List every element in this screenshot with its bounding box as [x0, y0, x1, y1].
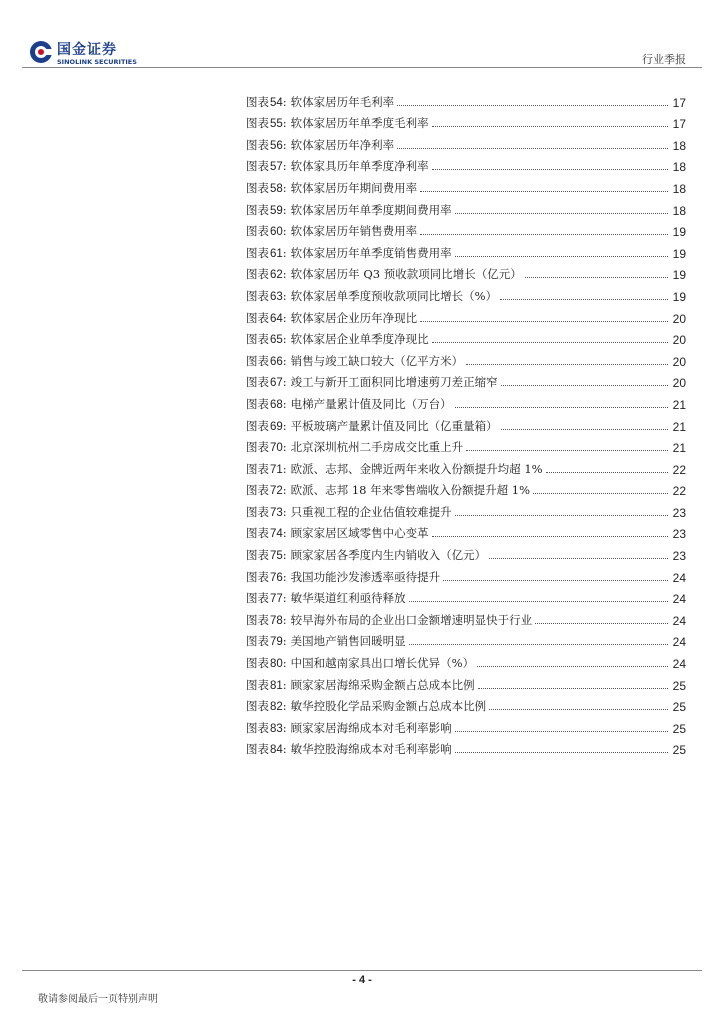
toc-entry[interactable]	[246, 304, 686, 326]
figure-label	[246, 266, 291, 282]
page-number: - 4 -	[352, 974, 372, 986]
figure-colon: :	[282, 526, 287, 541]
page-reference: 20	[672, 376, 686, 391]
figure-title: 我国功能沙发渗透率亟待提升	[290, 569, 441, 584]
figure-colon: :	[282, 267, 287, 282]
dot-leader	[525, 274, 668, 278]
figure-prefix: 图表	[246, 548, 269, 563]
figure-prefix: 图表	[246, 202, 269, 217]
dot-leader	[466, 447, 668, 451]
figure-colon: :	[282, 288, 287, 303]
figure-label	[246, 698, 291, 714]
figure-label	[246, 115, 291, 131]
figure-title: 销售与竣工缺口较大（亿平方米）	[290, 353, 464, 368]
figure-number: 67	[270, 377, 283, 390]
figure-title: 欧派、志邦、金牌近两年来收入份额提升均超 1%	[290, 461, 543, 476]
figure-title: 软体家居历年单季度期间费用率	[290, 202, 452, 217]
page-reference: 25	[672, 700, 686, 715]
page-reference: 18	[672, 181, 686, 196]
page-reference: 20	[672, 311, 686, 326]
figure-prefix: 图表	[246, 677, 269, 692]
figure-colon: :	[282, 375, 287, 390]
figure-title: 顾家家居海绵采购金额占总成本比例	[290, 677, 475, 692]
figure-colon: :	[282, 720, 287, 735]
figure-number: 64	[270, 312, 283, 325]
toc-entry[interactable]	[246, 671, 686, 693]
figure-title: 中国和越南家具出口增长优异（%）	[290, 656, 475, 671]
figure-prefix: 图表	[246, 461, 269, 476]
dot-leader	[500, 296, 668, 300]
toc-entry[interactable]	[246, 390, 686, 412]
toc-entry[interactable]	[246, 520, 686, 542]
dot-leader	[455, 404, 668, 408]
figure-prefix: 图表	[246, 375, 269, 390]
page-reference: 24	[672, 570, 686, 585]
page-reference: 24	[672, 657, 686, 672]
dot-leader	[455, 749, 668, 753]
figure-number: 60	[270, 226, 283, 239]
figure-title: 软体家居历年净利率	[290, 137, 395, 152]
figure-label	[246, 720, 291, 736]
dot-leader	[489, 706, 668, 710]
page-reference: 23	[672, 505, 686, 520]
toc-entry[interactable]	[246, 434, 686, 456]
figure-number: 70	[270, 442, 283, 455]
figure-title: 欧派、志邦 18 年来零售端收入份额提升超 1%	[290, 483, 531, 498]
dot-leader	[455, 512, 668, 516]
figure-title: 软体家居历年毛利率	[290, 94, 395, 109]
figure-number: 63	[270, 290, 283, 303]
toc-entry[interactable]	[246, 326, 686, 348]
page-reference: 24	[672, 592, 686, 607]
report-type: 行业季报	[642, 53, 686, 66]
header-divider	[22, 67, 702, 68]
figure-prefix: 图表	[246, 267, 269, 282]
toc-entry[interactable]	[246, 218, 686, 240]
toc-entry[interactable]	[246, 606, 686, 628]
page-reference: 21	[672, 397, 686, 412]
toc-entry[interactable]	[246, 412, 686, 434]
figure-label	[246, 482, 291, 498]
toc-entry[interactable]	[246, 736, 686, 758]
figure-label	[246, 590, 291, 606]
figure-colon: :	[282, 504, 287, 519]
page-reference: 21	[672, 419, 686, 434]
dot-leader	[455, 728, 668, 732]
figure-label	[246, 94, 291, 110]
figure-label	[246, 633, 291, 649]
figure-colon: :	[282, 180, 287, 195]
figure-label	[246, 612, 291, 628]
figure-number: 72	[270, 485, 283, 498]
figure-number: 77	[270, 593, 283, 606]
figure-label	[246, 525, 291, 541]
figure-label	[246, 418, 291, 434]
toc-entry[interactable]	[246, 282, 686, 304]
page-reference: 25	[672, 721, 686, 736]
figure-title: 只重视工程的企业估值较难提升	[290, 504, 452, 519]
figure-label	[246, 158, 291, 174]
figure-number: 78	[270, 614, 283, 627]
toc-entry[interactable]	[246, 239, 686, 261]
toc-entry[interactable]	[246, 174, 686, 196]
figure-title: 敏华控股海绵成本对毛利率影响	[290, 742, 452, 757]
dot-leader	[420, 318, 668, 322]
toc-entry[interactable]	[246, 498, 686, 520]
figure-label	[246, 137, 291, 153]
figure-number: 56	[270, 139, 283, 152]
figure-label	[246, 547, 291, 563]
dot-leader	[432, 533, 668, 537]
figure-number: 73	[270, 506, 283, 519]
page-reference: 19	[672, 225, 686, 240]
toc-entry[interactable]	[246, 347, 686, 369]
page-reference: 19	[672, 289, 686, 304]
toc-entry[interactable]	[246, 261, 686, 283]
page-reference: 24	[672, 635, 686, 650]
dot-leader	[409, 598, 668, 602]
figure-title: 软体家具历年单季度净利率	[290, 159, 429, 174]
dot-leader	[420, 188, 668, 192]
figure-prefix: 图表	[246, 504, 269, 519]
figure-colon: :	[282, 202, 287, 217]
figure-title: 敏华控股化学品采购金额占总成本比例	[290, 699, 487, 714]
figure-label	[246, 569, 291, 585]
toc-entry[interactable]	[246, 628, 686, 650]
figure-prefix: 图表	[246, 396, 269, 411]
figure-number: 68	[270, 398, 283, 411]
page-reference: 25	[672, 678, 686, 693]
disclaimer-note: 敬请参阅最后一页特别声明	[38, 994, 158, 1005]
dot-leader	[466, 361, 668, 365]
toc-entry[interactable]	[246, 455, 686, 477]
figure-number: 81	[270, 679, 283, 692]
toc-entry[interactable]	[246, 477, 686, 499]
dot-leader	[533, 490, 668, 494]
figure-prefix: 图表	[246, 440, 269, 455]
page-reference: 24	[672, 613, 686, 628]
figure-prefix: 图表	[246, 116, 269, 131]
dot-leader	[501, 382, 668, 386]
figure-colon: :	[282, 656, 287, 671]
figure-colon: :	[282, 353, 287, 368]
figure-prefix: 图表	[246, 569, 269, 584]
page-reference: 23	[672, 549, 686, 564]
figure-prefix: 图表	[246, 94, 269, 109]
figure-label	[246, 655, 291, 671]
dot-leader	[432, 339, 668, 343]
dot-leader	[397, 102, 668, 106]
dot-leader	[432, 123, 668, 127]
figure-prefix: 图表	[246, 137, 269, 152]
page-reference: 17	[672, 95, 686, 110]
figure-prefix: 图表	[246, 720, 269, 735]
figure-colon: :	[282, 699, 287, 714]
dot-leader	[489, 555, 668, 559]
figure-colon: :	[282, 137, 287, 152]
toc-entry[interactable]	[246, 110, 686, 132]
figure-number: 55	[270, 118, 283, 131]
toc-entry[interactable]	[246, 196, 686, 218]
page-reference: 21	[672, 441, 686, 456]
page-header	[22, 38, 702, 68]
figure-colon: :	[282, 634, 287, 649]
figure-number: 80	[270, 658, 283, 671]
page-reference: 18	[672, 160, 686, 175]
figure-label	[246, 374, 291, 390]
figure-prefix: 图表	[246, 699, 269, 714]
page-reference: 25	[672, 743, 686, 758]
page-reference: 17	[672, 117, 686, 132]
figure-title: 软体家居企业单季度净现比	[290, 332, 429, 347]
figure-title: 软体家居历年 Q3 预收款项同比增长（亿元）	[290, 267, 522, 282]
figure-prefix: 图表	[246, 634, 269, 649]
page-reference: 22	[672, 462, 686, 477]
figure-label	[246, 245, 291, 261]
figure-colon: :	[282, 461, 287, 476]
figure-title: 北京深圳杭州二手房成交比重上升	[290, 440, 464, 455]
page-reference: 22	[672, 484, 686, 499]
figure-number: 62	[270, 269, 283, 282]
figure-title: 软体家居历年销售费用率	[290, 224, 418, 239]
figure-number: 79	[270, 636, 283, 649]
page-reference: 23	[672, 527, 686, 542]
dot-leader	[420, 231, 668, 235]
figure-label	[246, 439, 291, 455]
figure-title: 顾家家居各季度内生内销收入（亿元）	[290, 548, 487, 563]
figure-number: 71	[270, 463, 283, 476]
page-reference: 19	[672, 246, 686, 261]
figure-prefix: 图表	[246, 159, 269, 174]
toc-entry[interactable]	[246, 153, 686, 175]
figure-colon: :	[282, 332, 287, 347]
figure-label	[246, 504, 291, 520]
page-reference: 19	[672, 268, 686, 283]
toc-entry[interactable]	[246, 585, 686, 607]
figure-title: 竣工与新开工面积同比增速剪刀差正缩窄	[290, 375, 498, 390]
logo-english-name: SINOLINK SECURITIES	[57, 58, 137, 66]
figure-number: 76	[270, 571, 283, 584]
dot-leader	[455, 210, 668, 214]
figure-colon: :	[282, 94, 287, 109]
figure-colon: :	[282, 569, 287, 584]
figure-colon: :	[282, 612, 287, 627]
figure-title: 美国地产销售回暖明显	[290, 634, 406, 649]
figure-title: 平板玻璃产量累计值及同比（亿重量箱）	[290, 418, 498, 433]
figure-number: 58	[270, 182, 283, 195]
figure-colon: :	[282, 677, 287, 692]
figure-colon: :	[282, 742, 287, 757]
figure-prefix: 图表	[246, 483, 269, 498]
figure-title: 软体家居历年单季度毛利率	[290, 116, 429, 131]
figure-number: 65	[270, 334, 283, 347]
figure-title: 电梯产量累计值及同比（万台）	[290, 396, 452, 411]
figure-label	[246, 396, 291, 412]
figure-prefix: 图表	[246, 180, 269, 195]
figure-label	[246, 461, 291, 477]
figure-index-list	[246, 88, 686, 757]
figure-title: 软体家居企业历年净现比	[290, 310, 418, 325]
figure-label	[246, 180, 291, 196]
figure-number: 83	[270, 722, 283, 735]
page-reference: 20	[672, 354, 686, 369]
figure-number: 57	[270, 161, 283, 174]
figure-number: 61	[270, 247, 283, 260]
dot-leader	[432, 166, 668, 170]
figure-colon: :	[282, 245, 287, 260]
figure-label	[246, 353, 291, 369]
figure-colon: :	[282, 310, 287, 325]
dot-leader	[397, 145, 668, 149]
toc-entry[interactable]	[246, 88, 686, 110]
dot-leader	[409, 641, 668, 645]
figure-number: 66	[270, 355, 283, 368]
toc-entry[interactable]	[246, 131, 686, 153]
figure-prefix: 图表	[246, 526, 269, 541]
figure-label	[246, 677, 291, 693]
toc-entry[interactable]	[246, 649, 686, 671]
dot-leader	[455, 253, 668, 257]
sinolink-logo-icon	[29, 40, 53, 64]
figure-prefix: 图表	[246, 591, 269, 606]
page-reference: 18	[672, 203, 686, 218]
dot-leader	[443, 577, 668, 581]
figure-number: 54	[270, 96, 283, 109]
figure-prefix: 图表	[246, 310, 269, 325]
figure-number: 75	[270, 550, 283, 563]
figure-title: 较早海外布局的企业出口金额增速明显快于行业	[290, 612, 533, 627]
toc-entry[interactable]	[246, 714, 686, 736]
figure-number: 69	[270, 420, 283, 433]
figure-prefix: 图表	[246, 224, 269, 239]
figure-prefix: 图表	[246, 353, 269, 368]
figure-title: 软体家居单季度预收款项同比增长（%）	[290, 288, 498, 303]
figure-number: 74	[270, 528, 283, 541]
logo-chinese-name: 国金证券	[57, 42, 117, 58]
figure-number: 84	[270, 744, 283, 757]
figure-colon: :	[282, 224, 287, 239]
dot-leader	[546, 469, 668, 473]
figure-colon: :	[282, 418, 287, 433]
dot-leader	[478, 685, 668, 689]
dot-leader	[535, 620, 668, 624]
figure-colon: :	[282, 159, 287, 174]
figure-number: 82	[270, 701, 283, 714]
figure-title: 顾家家居海绵成本对毛利率影响	[290, 720, 452, 735]
figure-number: 59	[270, 204, 283, 217]
toc-entry[interactable]	[246, 693, 686, 715]
figure-colon: :	[282, 548, 287, 563]
page-reference: 20	[672, 333, 686, 348]
figure-title: 软体家居历年期间费用率	[290, 180, 418, 195]
figure-label	[246, 202, 291, 218]
dot-leader	[501, 426, 668, 430]
figure-colon: :	[282, 591, 287, 606]
figure-prefix: 图表	[246, 656, 269, 671]
page-reference: 18	[672, 138, 686, 153]
dot-leader	[477, 663, 668, 667]
figure-prefix: 图表	[246, 288, 269, 303]
figure-colon: :	[282, 116, 287, 131]
figure-title: 顾家家居区域零售中心变革	[290, 526, 429, 541]
figure-prefix: 图表	[246, 245, 269, 260]
footer-divider	[22, 970, 702, 971]
figure-colon: :	[282, 440, 287, 455]
figure-label	[246, 741, 291, 757]
figure-label	[246, 288, 291, 304]
figure-prefix: 图表	[246, 332, 269, 347]
toc-entry[interactable]	[246, 541, 686, 563]
figure-label	[246, 223, 291, 239]
figure-prefix: 图表	[246, 612, 269, 627]
figure-colon: :	[282, 396, 287, 411]
figure-label	[246, 310, 291, 326]
figure-prefix: 图表	[246, 742, 269, 757]
toc-entry[interactable]	[246, 369, 686, 391]
figure-prefix: 图表	[246, 418, 269, 433]
figure-title: 软体家居历年单季度销售费用率	[290, 245, 452, 260]
figure-colon: :	[282, 483, 287, 498]
toc-entry[interactable]	[246, 563, 686, 585]
figure-label	[246, 331, 291, 347]
figure-title: 敏华渠道红利亟待释放	[290, 591, 406, 606]
